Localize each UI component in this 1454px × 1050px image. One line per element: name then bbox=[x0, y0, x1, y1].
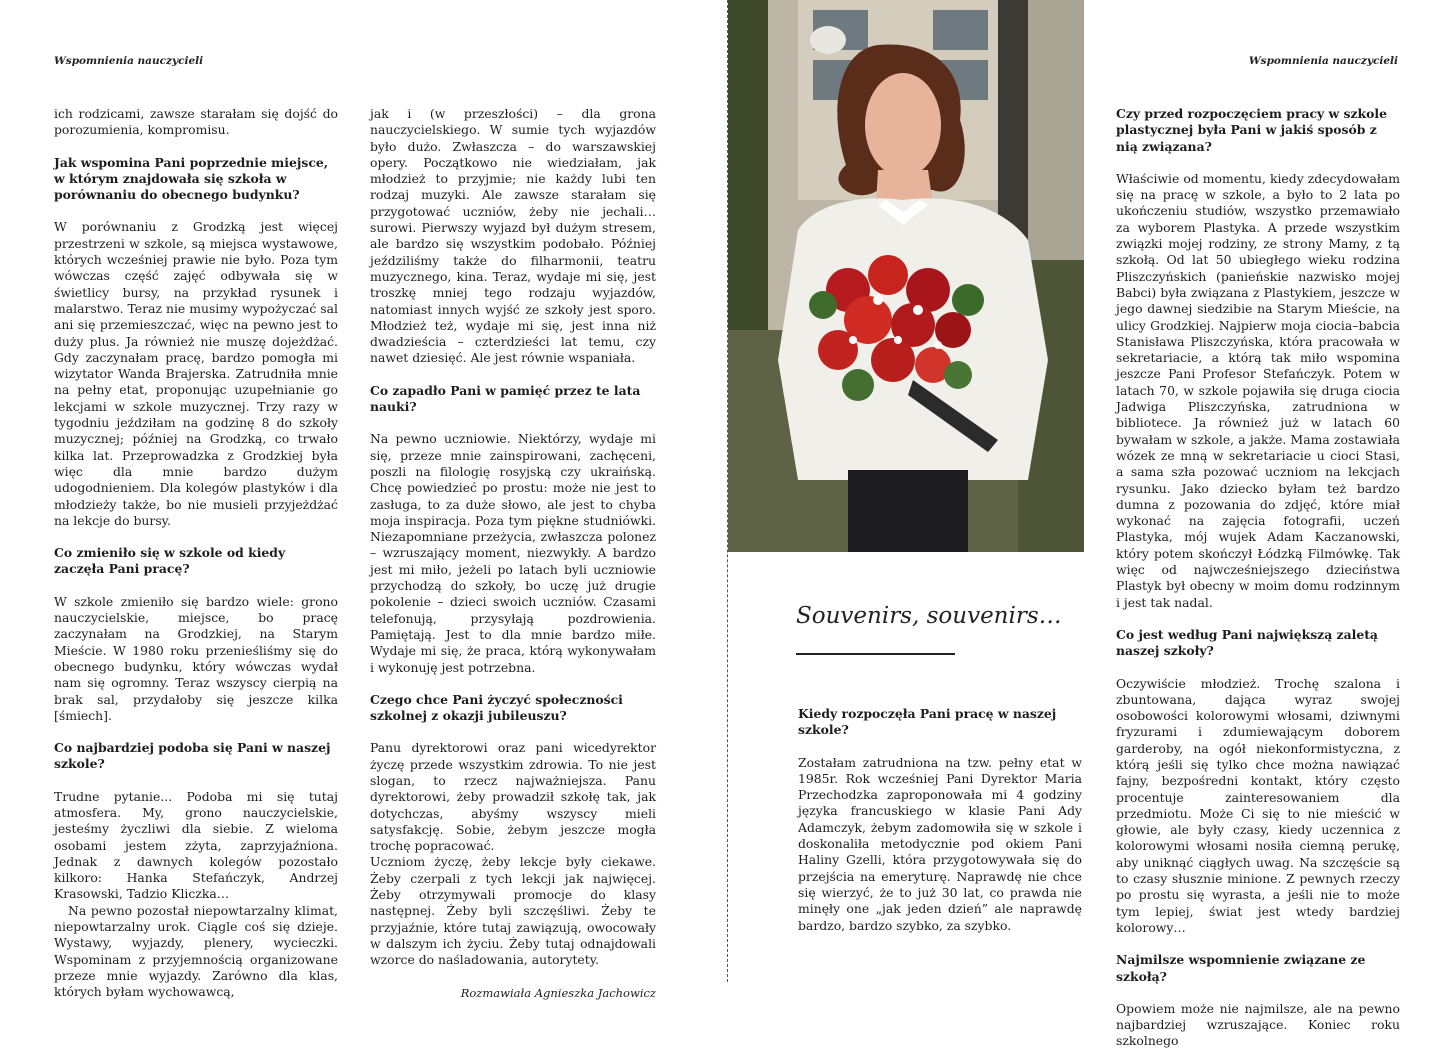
article-title: Souvenirs, souvenirs… bbox=[796, 603, 1062, 629]
paragraph-gap bbox=[370, 415, 656, 431]
answer-paragraph: Na pewno uczniowie. Niektórzy, wydaje mi się, przeze mnie zainspirowani, zachęceni, poszli na filologię rosyjską czy ukraińską. Chcę powiedzieć po prostu: może nie jest to zasługa, to za duże słowo, ale jest to chyba moja inspiracja. Poza tym piękne studniówki. Niezapomniane przeżycia, zwłaszcza polonez – wzruszający moment, niezwykły. A bardzo jest mi miło, jeżeli po latach byli uczniowie przychodzą do szkoły, bo uczę już drugie pokolenie – dzieci swoich uczniów. Czasami telefonują, przysyłają pozdrowienia. Pamiętają. Jest to dla mnie bardzo miłe. Wydaje mi się, że praca, którą wykonywałam i wykonuję jest potrzebna. bbox=[370, 431, 656, 675]
paragraph-gap bbox=[54, 203, 338, 219]
paragraph-gap bbox=[370, 969, 656, 985]
interviewer-signature: Rozmawiała Agnieszka Jachowicz bbox=[460, 985, 656, 1000]
article-column-3 bbox=[798, 706, 1082, 934]
answer-paragraph: Właściwie od momentu, kiedy zdecydowałam się na pracę w szkole, a było to 2 lata po ukończeniu studiów, wszystko przemawiało za wyborem Plastyka. A przede wszystkim związki mojej rodziny, ze strony Mamy, z tą szkołą. Od lat 50 ubiegłego wieku rodzina Pliszczyńskich (panieńskie nazwisko mojej Babci) była związana z Plastykiem, jeszcze w jego dawnej siedzibie na Starym Mieście, na ulicy Grodzkiej. Najpierw moja ciocia–babcia Stanisława Pliszczyńska, która pracowała w sekretariacie, a którą tak miło wspomina jeszcze Pani Profesor Stefańczyk. Potem w latach 70, w szkole pojawiła się druga ciocia Jadwiga Pliszczyńska, zatrudniona w bibliotece. Ja również już w latach 60 bywałam w szkole, a jakże. Mama zostawiała wózek ze mną w sekretariacie u cioci Stasi, a sama szła pozować uczniom na lekcjach rysunku. Jako dziecko byłam też bardzo dumna z pozowania do zdjęć, które miał wykonać na zajęcia fotografii, uczeń Plastyka, mój wujek Adam Kaczanowski, który potem skończył Łódzką Filmówkę. Tak więc od najwcześniejszego dzieciństwa Plastyk był obecny w moim domu rodzinnym i jest tak nadal. bbox=[1116, 170, 1400, 610]
article-column-4 bbox=[1116, 106, 1400, 1050]
answer-paragraph: W szkole zmieniło się bardzo wiele: grono nauczycielskie, miejsce, bo pracę zaczynałam na Grodzkiej, na Starym Mieście. W 1980 roku przenieśliśmy się do obecnego budynku, który wówczas wydał nam się ogromny. Teraz wszyscy cierpią na brak sal, przydałoby się jeszcze kilka [śmiech]. bbox=[54, 593, 338, 723]
answer-paragraph: Uczniom życzę, żeby lekcje były ciekawe. Żeby czerpali z tych lekcji jak najwięcej. Żeby otrzymywali promocje do klasy następnej. Żeby byli szczęśliwi. Żeby te przyjaźnie, które tutaj zawiązują, owocowały w dalszym ich życiu. Żeby tutaj odnajdowali wzorce do naśladowania, autorytety. bbox=[370, 854, 656, 968]
paragraph-gap bbox=[370, 367, 656, 383]
teacher-portrait-photo bbox=[728, 0, 1084, 552]
title-underline bbox=[796, 653, 955, 655]
paragraph-gap bbox=[1116, 155, 1400, 171]
running-header-right: Wspomnienia nauczycieli bbox=[1248, 55, 1398, 67]
answer-paragraph: Oczywiście młodzież. Trochę szalona i zbuntowana, dająca wyraz swojej osobowości kolorowymi włosami, dziwnymi fryzurami i zdumiewającym doborem garderoby, na ogół niekonformistyczna, z którą jeśli się tylko chce można nawiązać fajny, bezpośredni kontakt, który często procentuje zainteresowaniem dla przedmiotu. Może Ci się to nie mieścić w głowie, ale były czasy, kiedy uczennica z kolorowymi włosami nosiła ciemną perukę, aby uniknąć ciągłych uwag. Na szczęście są to czasy słusznie minione. Z pewnych rzeczy po prostu się wyrasta, a jeśli nie to może tym lepiej, świat jest wtedy bardziej kolorowy… bbox=[1116, 675, 1400, 935]
answer-paragraph: Opowiem może nie najmilsze, ale na pewno najbardziej wzruszające. Koniec roku szkolnego bbox=[1116, 1000, 1400, 1049]
answer-paragraph: W porównaniu z Grodzką jest więcej przestrzeni w szkole, są miejsca wystawowe, których wcześniej prawie nie było. Poza tym wówczas część zajęć odbywała się w świetlicy bursy, na przykład rysunek i malarstwo. Teraz nie musimy wypożyczać sal ani się przemieszczać, więc na pewno jest to duży plus. Ja również nie muszę dojeżdżać. Gdy zaczynałam pracę, bardzo pomogła mi wizytator Wanda Brajerska. Zatrudniła mnie na pełny etat, proponując uzupełnianie go lekcjami w szkole muzycznej. Trzy razy w tygodniu jeździłam na godzinę 8 do szkoły muzycznej; później na Grodzką, co trwało kilka lat. Przeprowadzka z Grodzkiej była więc dla mnie bardzo dużym udogodnieniem. Dla kolegów plastyków i dla młodzieży także, bo nie musieli przyjeżdżać na lekcje do bursy. bbox=[54, 219, 338, 528]
article-column-1 bbox=[54, 106, 338, 1001]
paragraph-gap bbox=[1116, 936, 1400, 952]
paragraph-gap bbox=[54, 139, 338, 155]
paragraph-gap bbox=[54, 578, 338, 594]
interview-question: Najmilsze wspomnienie związane ze szkołą? bbox=[1116, 952, 1366, 984]
interview-question: Co najbardziej podoba się Pani w naszej szkole? bbox=[54, 740, 331, 772]
interview-question: Co jest według Pani największą zaletą naszej szkoły? bbox=[1116, 626, 1378, 659]
answer-paragraph: Trudne pytanie... Podoba mi się tutaj atmosfera. My, grono nauczycielskie, jesteśmy życzliwi dla siebie. Z wieloma osobami jestem zżyta, zaprzyjaźniona. Jednak z dawnych kolegów pozostało kilkoro: Hanka Stefańczyk, Andrzej Krasowski, Tadzio Kliczka… bbox=[54, 788, 338, 902]
interview-question: Czy przed rozpoczęciem pracy w szkole plastycznej była Pani w jakiś sposób z nią związana? bbox=[1116, 106, 1387, 154]
interview-question: Co zapadło Pani w pamięć przez te lata nauki? bbox=[370, 382, 641, 415]
interview-question: Czego chce Pani życzyć społeczności szkolnej z okazji jubileuszu? bbox=[370, 691, 623, 724]
answer-paragraph: Na pewno pozostał niepowtarzalny klimat, niepowtarzalny urok. Ciągle coś się dzieje. Wystawy, wyjazdy, plenery, wycieczki. Wspominam z przyjemnością organizowane przeze mnie wyjazdy. Zarówno dla klas, których byłam wychowawcą, bbox=[54, 902, 338, 1000]
paragraph-gap bbox=[54, 529, 338, 545]
answer-paragraph: jak i (w przeszłości) – dla grona nauczycielskiego. W sumie tych wyjazdów było dużo. Zwłaszcza – do warszawskiej opery. Początkowo nie wiedziałam, jak młodzież to przyjmie; nie każdy lubi ten rodzaj muzyki. Ale zawsze starałam się przygotować uczniów, żeby nie jechali… surowi. Pierwszy wyjazd był dużym stresem, ale bardzo się wszystkim podobało. Później jeździliśmy także do filharmonii, teatru muzycznego, kina. Teraz, wydaje mi się, jest troszkę mniej tego rodzaju wyjazdów, natomiast innych wyjść ze szkoły jest sporo. Młodzież też, wydaje mi się, jest inna niż dwadzieścia – czterdzieści lat temu, czy nawet dziesięć. Ale jest równie wspaniała. bbox=[370, 106, 656, 366]
answer-paragraph: ich rodzicami, zawsze starałam się dojść do porozumienia, kompromisu. bbox=[54, 106, 338, 138]
interview-question: Jak wspomina Pani poprzednie miejsce, w którym znajdowała się szkoła w porównaniu do obecnego budynku? bbox=[54, 154, 329, 203]
paragraph-gap bbox=[798, 739, 1082, 755]
paragraph-gap bbox=[54, 773, 338, 789]
interview-question: Kiedy rozpoczęła Pani pracę w naszej szkole? bbox=[798, 706, 1057, 738]
paragraph-gap bbox=[1116, 660, 1400, 676]
interview-question: Co zmieniło się w szkole od kiedy zaczęła Pani pracę? bbox=[54, 545, 286, 577]
answer-paragraph: Zostałam zatrudniona na tzw. pełny etat w 1985r. Rok wcześniej Pani Dyrektor Maria Przechodzka zaproponowała mi 4 godziny języka francuskiego w klasie Pani Ady Adamczyk, żebym zadomowiła się w szkole i doskonaliła metodycznie pod okiem Pani Haliny Gzelli, która przygotowywała się do przejścia na emeryturę. Naprawdę nie chce się wierzyć, że to już 30 lat, co prawda nie minęły one „jak jeden dzień” ale naprawdę bardzo, bardzo szybko, za szybko. bbox=[798, 754, 1082, 933]
paragraph-gap bbox=[54, 724, 338, 740]
paragraph-gap bbox=[370, 676, 656, 692]
article-column-2 bbox=[370, 106, 656, 1001]
paragraph-gap bbox=[370, 724, 656, 740]
running-header-left: Wspomnienia nauczycieli bbox=[54, 55, 204, 67]
answer-paragraph: Panu dyrektorowi oraz pani wicedyrektor życzę przede wszystkim zdrowia. To nie jest slogan, to rzecz najważniejsza. Panu dyrektorowi, żeby prowadził szkołę tak, jak dotychczas, abyśmy wszyscy mieli satysfakcję. Sobie, żebym jeszcze mogła trochę popracować. bbox=[370, 740, 656, 854]
paragraph-gap bbox=[1116, 985, 1400, 1001]
paragraph-gap bbox=[1116, 611, 1400, 627]
